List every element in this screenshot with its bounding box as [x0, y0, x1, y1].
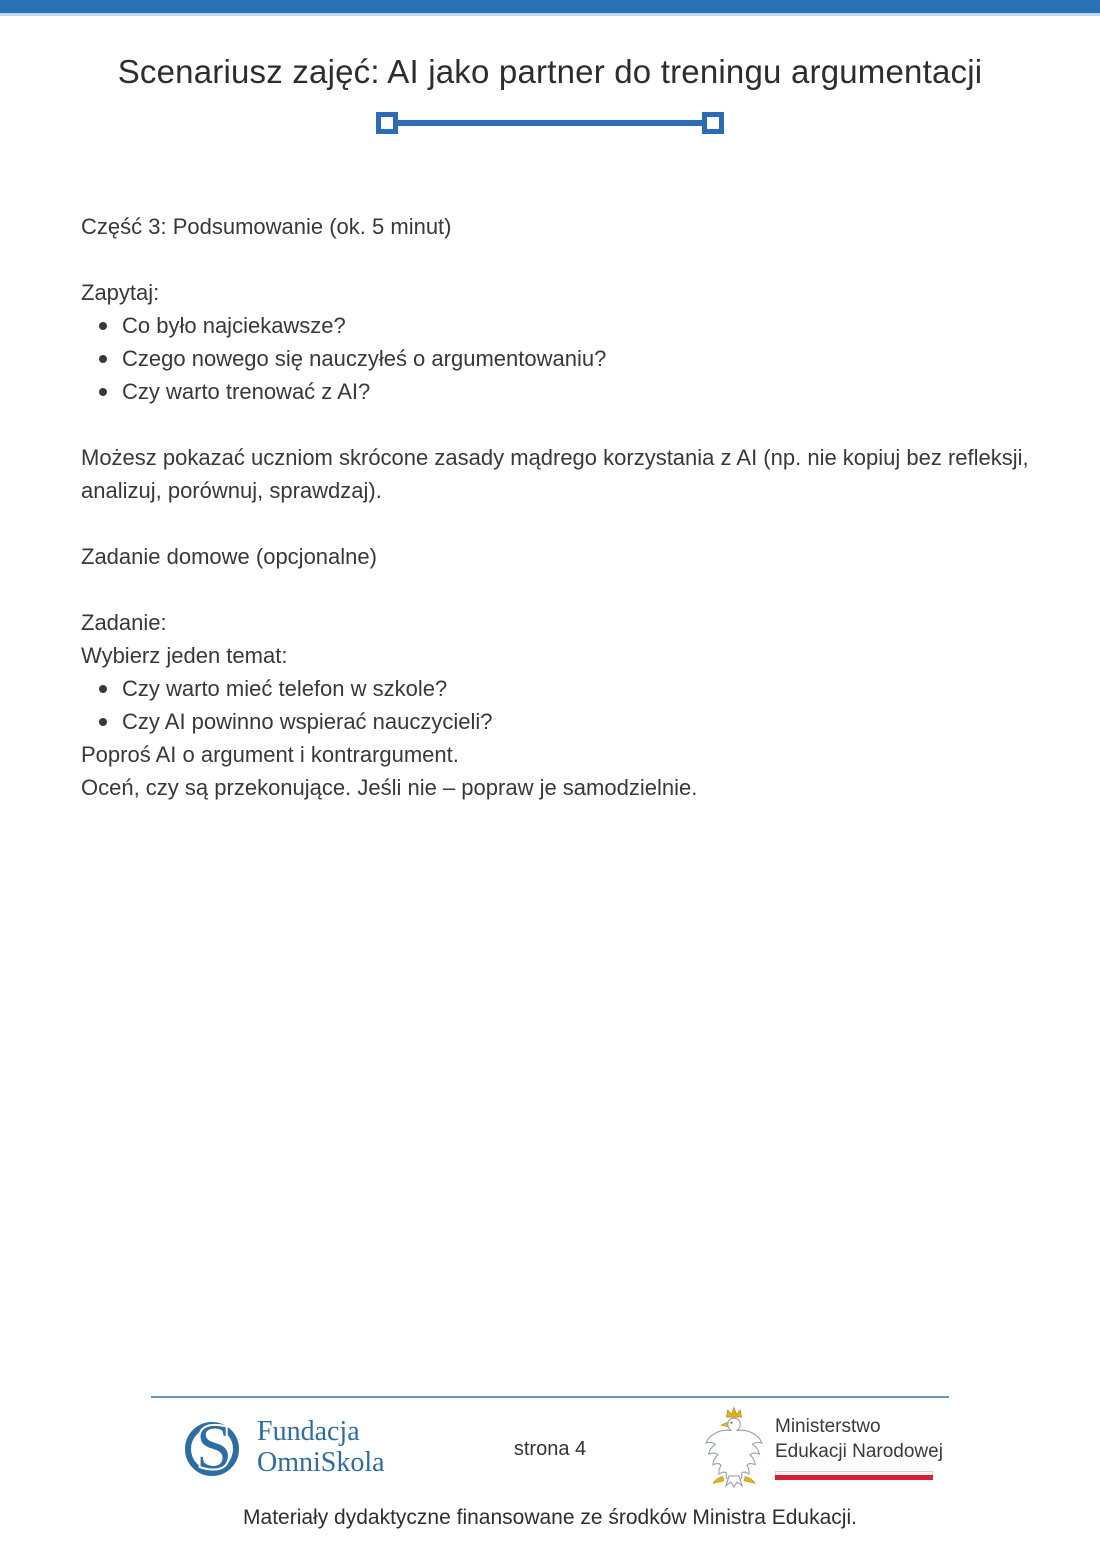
- list-item: Czego nowego się nauczyłeś o argumentowaniu?: [81, 342, 1030, 375]
- svg-text:S: S: [196, 1411, 232, 1482]
- foundation-name-line1: Fundacja: [257, 1416, 360, 1447]
- top-accent-bar: [0, 0, 1100, 16]
- ministry-name-block: [775, 1406, 943, 1480]
- page-number: strona 4: [513, 1438, 587, 1460]
- document-body: [81, 210, 1030, 804]
- divider-square-icon: [376, 112, 398, 134]
- ask-label: Zapytaj:: [81, 280, 160, 305]
- flag-red-stripe: [775, 1475, 933, 1480]
- list-item: Co było najciekawsze?: [81, 309, 1030, 342]
- ministry-name-line1: Ministerstwo: [775, 1416, 881, 1437]
- evaluate-line: Oceń, czy są przekonujące. Jeśli nie – popraw je samodzielnie.: [81, 775, 698, 800]
- list-item: Czy warto trenować z AI?: [81, 375, 1030, 408]
- foundation-name-line2: OmniSkola: [257, 1447, 385, 1478]
- ministry-name-line2: Edukacji Narodowej: [775, 1441, 943, 1462]
- page-footer: [0, 1396, 1100, 1530]
- rules-paragraph: Możesz pokazać uczniom skrócone zasady mądrego korzystania z AI (np. nie kopiuj bez refleksji, analizuj, porównuj, sprawdzaj).: [81, 445, 1029, 503]
- ministry-logo: [703, 1406, 943, 1490]
- homework-heading: Zadanie domowe (opcjonalne): [81, 544, 377, 569]
- funding-note: Materiały dydaktyczne finansowane ze środków Ministra Edukacji.: [243, 1506, 857, 1529]
- polish-eagle-icon: [703, 1406, 765, 1490]
- page-title: Scenariusz zajęć: AI jako partner do treningu argumentacji: [117, 53, 983, 90]
- ministry-name: [775, 1414, 943, 1464]
- list-item: Czy warto mieć telefon w szkole?: [81, 672, 1030, 705]
- divider-square-icon: [702, 112, 724, 134]
- ask-bullet-list: [81, 309, 1030, 408]
- task-label: Zadanie:: [81, 610, 167, 635]
- ask-ai-line: Poproś AI o argument i kontrargument.: [81, 742, 459, 767]
- list-item: Czy AI powinno wspierać nauczycieli?: [81, 705, 1030, 738]
- title-divider: [376, 112, 724, 134]
- choose-topic-label: Wybierz jeden temat:: [81, 643, 288, 668]
- topic-bullet-list: [81, 672, 1030, 738]
- footer-logo-row: [0, 1398, 1100, 1498]
- poland-flag-bar: [775, 1471, 933, 1480]
- divider-line: [398, 120, 702, 126]
- section-heading: Część 3: Podsumowanie (ok. 5 minut): [81, 214, 452, 239]
